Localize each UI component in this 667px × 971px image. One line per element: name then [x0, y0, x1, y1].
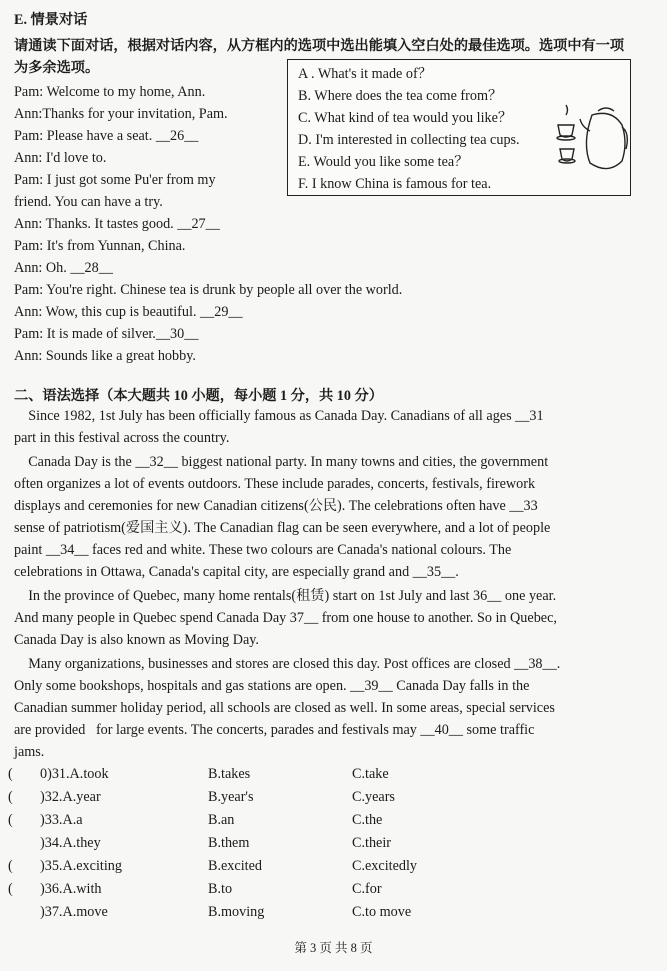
dialog-line: Pam: You're right. Chinese tea is drunk by people all over the world.	[14, 282, 403, 298]
choice-c[interactable]: C.take	[352, 766, 389, 782]
answer-paren: (	[8, 858, 13, 874]
dialog-line: friend. You can have a try.	[14, 194, 163, 210]
dialog-line: Ann:Thanks for your invitation, Pam.	[14, 106, 228, 122]
passage-line: Canada Day is the __32__ biggest national party. In many towns and cities, the government	[14, 454, 549, 470]
answer-paren: (	[8, 766, 13, 782]
passage-line: celebrations in Ottawa, Canada's capital city, are especially grand and __35__.	[14, 564, 459, 580]
dialog-line: Ann: Sounds like a great hobby.	[14, 348, 196, 364]
answer-paren: (	[8, 812, 13, 828]
choice-b[interactable]: B.them	[208, 835, 250, 851]
dialog-line: Pam: Welcome to my home, Ann.	[14, 84, 206, 100]
dialog-line: Pam: It's from Yunnan, China.	[14, 238, 186, 254]
option-e: E. Would you like some tea？	[298, 154, 469, 170]
choice-c[interactable]: C.for	[352, 881, 382, 897]
passage-line: Many organizations, businesses and stores are closed this day. Post offices are closed __38__.	[14, 656, 561, 672]
option-d: D. I'm interested in collecting tea cups.	[298, 132, 520, 148]
choice-c[interactable]: C.years	[352, 789, 395, 805]
instruction-line-2: 为多余选项。	[14, 60, 100, 76]
answer-paren: (	[8, 789, 13, 805]
choice-a[interactable]: )34.A.they	[40, 835, 101, 851]
instruction-line-1: 请通读下面对话，根据对话内容，从方框内的选项中选出能填入空白处的最佳选项。选项中有一项	[14, 38, 625, 54]
choice-a[interactable]: )37.A.move	[40, 904, 108, 920]
choice-b[interactable]: B.year's	[208, 789, 254, 805]
choice-c[interactable]: C.to move	[352, 904, 412, 920]
passage-line: In the province of Quebec, many home rentals(租赁) start on 1st July and last 36__ one year.	[14, 588, 557, 604]
passage-line: are provided for large events. The concerts, parades and festivals may __40__ some traffic	[14, 722, 535, 738]
choice-c[interactable]: C.the	[352, 812, 383, 828]
passage-line: sense of patriotism(爱国主义). The Canadian flag can be seen everywhere, and a lot of people	[14, 520, 551, 536]
choice-a[interactable]: )35.A.exciting	[40, 858, 122, 874]
passage-line: paint __34__ faces red and white. These two colours are Canada's national colours. The	[14, 542, 512, 558]
passage-line: And many people in Quebec spend Canada Day 37__ from one house to another. So in Quebec,	[14, 610, 557, 626]
section-e-heading: E. 情景对话	[14, 12, 88, 28]
dialog-line: Ann: Oh. __28__	[14, 260, 113, 276]
dialog-line: Ann: Thanks. It tastes good. __27__	[14, 216, 220, 232]
choice-b[interactable]: B.excited	[208, 858, 262, 874]
dialog-line: Ann: Wow, this cup is beautiful. __29__	[14, 304, 243, 320]
teapot-and-cups-drawing	[552, 97, 632, 187]
choice-b[interactable]: B.to	[208, 881, 233, 897]
choice-b[interactable]: B.takes	[208, 766, 251, 782]
section-2-heading: 二、语法选择（本大题共 10 小题，每小题 1 分，共 10 分）	[14, 388, 383, 404]
page-footer: 第 3 页 共 8 页	[294, 941, 373, 955]
dialog-line: Pam: It is made of silver.__30__	[14, 326, 199, 342]
choice-c[interactable]: C.their	[352, 835, 392, 851]
choice-a[interactable]: )32.A.year	[40, 789, 101, 805]
answer-paren: (	[8, 881, 13, 897]
passage-line: Canadian summer holiday period, all schools are closed as well. In some areas, special services	[14, 700, 555, 716]
passage-line: jams.	[14, 744, 45, 760]
passage-line: Since 1982, 1st July has been officially famous as Canada Day. Canadians of all ages __31	[14, 408, 544, 424]
passage-line: part in this festival across the country.	[14, 430, 230, 446]
passage-line: Only some bookshops, hospitals and gas stations are open. __39__ Canada Day falls in the	[14, 678, 530, 694]
passage-line: displays and ceremonies for new Canadian citizens(公民). The celebrations often have __33	[14, 498, 538, 514]
passage-line: often organizes a lot of events outdoors. These include parades, concerts, festivals, firework	[14, 476, 536, 492]
choice-a[interactable]: )36.A.with	[40, 881, 102, 897]
choice-a[interactable]: )33.A.a	[40, 812, 83, 828]
choice-b[interactable]: B.an	[208, 812, 235, 828]
dialog-line: Ann: I'd love to.	[14, 150, 107, 166]
choice-b[interactable]: B.moving	[208, 904, 265, 920]
dialog-line: Pam: I just got some Pu'er from my	[14, 172, 216, 188]
choice-c[interactable]: C.excitedly	[352, 858, 418, 874]
dialog-line: Pam: Please have a seat. __26__	[14, 128, 199, 144]
option-f: F. I know China is famous for tea.	[298, 176, 492, 192]
passage-line: Canada Day is also known as Moving Day.	[14, 632, 259, 648]
option-a: A . What's it made of？	[298, 66, 432, 82]
choice-a[interactable]: 0)31.A.took	[40, 766, 109, 782]
option-b: B. Where does the tea come from？	[298, 88, 503, 104]
option-c: C. What kind of tea would you like？	[298, 110, 513, 126]
